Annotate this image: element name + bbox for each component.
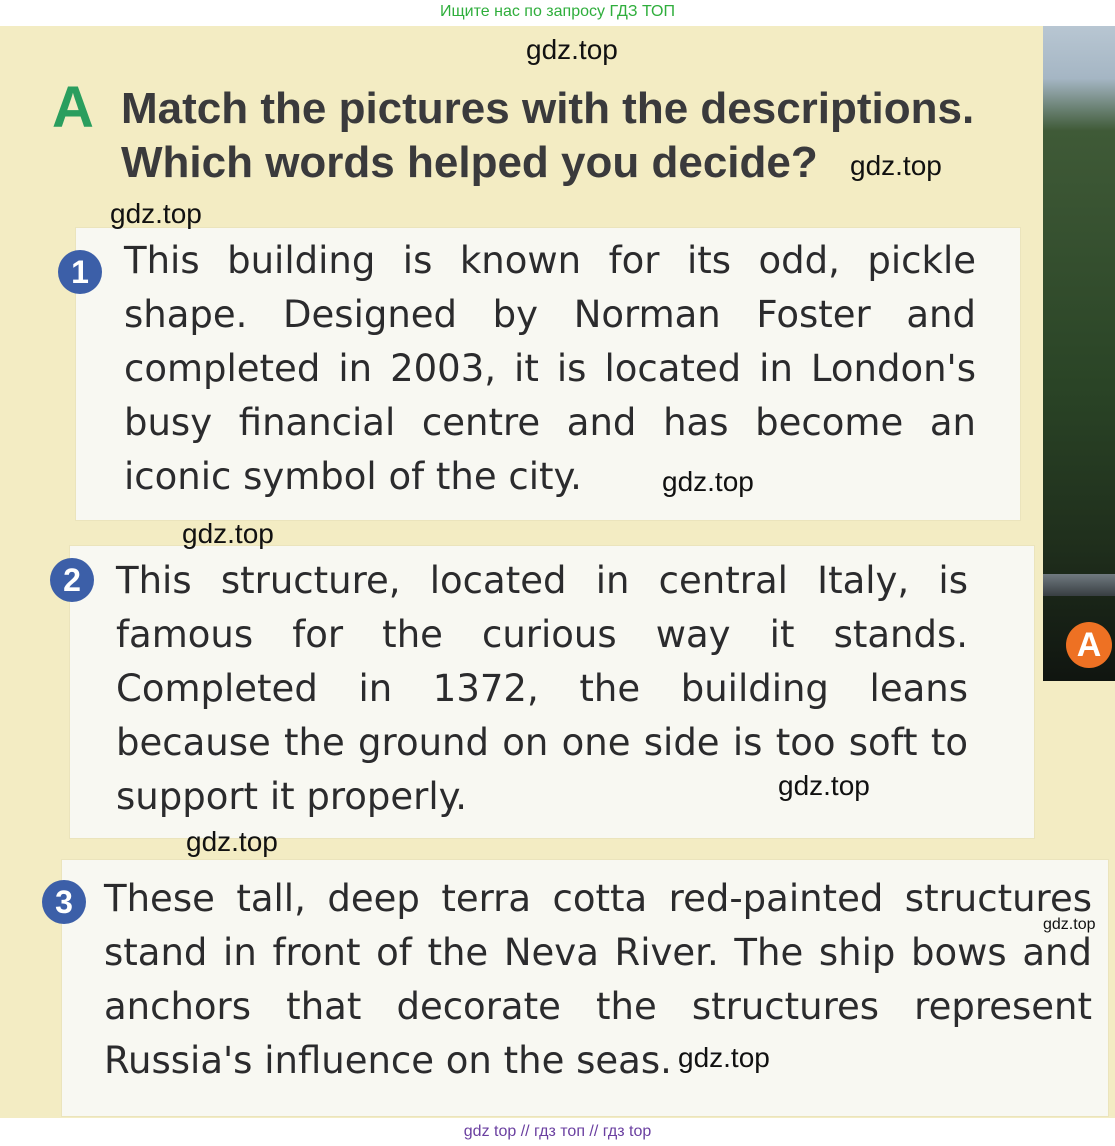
photo-label-badge: A [1066, 622, 1112, 668]
watermark: gdz.top [182, 518, 274, 549]
description-text-2: This structure, located in central Italy, is famous for the curious way it stands. Completed in 1372, the building leans because the ground on one side is too soft to support it properly. [116, 559, 968, 818]
description-text-3: These tall, deep terra cotta red-painted structures stand in front of the Neva River. The ship bows and anchors that decorate the structures represent Russia's influence on the seas. [104, 877, 1092, 1082]
watermark: gdz.top [526, 34, 618, 65]
watermark: gdz.top [850, 150, 942, 181]
bottom-banner: gdz top // гдз топ // гдз top [0, 1118, 1115, 1146]
number-badge-2: 2 [50, 558, 94, 602]
number-badge-1: 1 [58, 250, 102, 294]
photo-railing [1043, 574, 1115, 596]
number-badge-3: 3 [42, 880, 86, 924]
instruction-line-1: Match the pictures with the descriptions. [121, 84, 975, 133]
watermark: gdz.top [1043, 916, 1096, 933]
textbook-page [0, 26, 1115, 1118]
description-text-1: This building is known for its odd, pickle shape. Designed by Norman Foster and completed in 2003, it is located in London's busy financial centre and has become an iconic symbol of the city. [124, 239, 976, 498]
watermark: gdz.top [662, 466, 754, 497]
watermark: gdz.top [778, 770, 870, 801]
section-letter: A [52, 75, 94, 140]
watermark: gdz.top [110, 198, 202, 229]
watermark: gdz.top [186, 826, 278, 857]
exercise-instruction [121, 82, 974, 190]
watermark: gdz.top [678, 1042, 770, 1073]
top-banner: Ищите нас по запросу ГДЗ ТОП [0, 0, 1115, 26]
instruction-line-2: Which words helped you decide? [121, 138, 818, 187]
